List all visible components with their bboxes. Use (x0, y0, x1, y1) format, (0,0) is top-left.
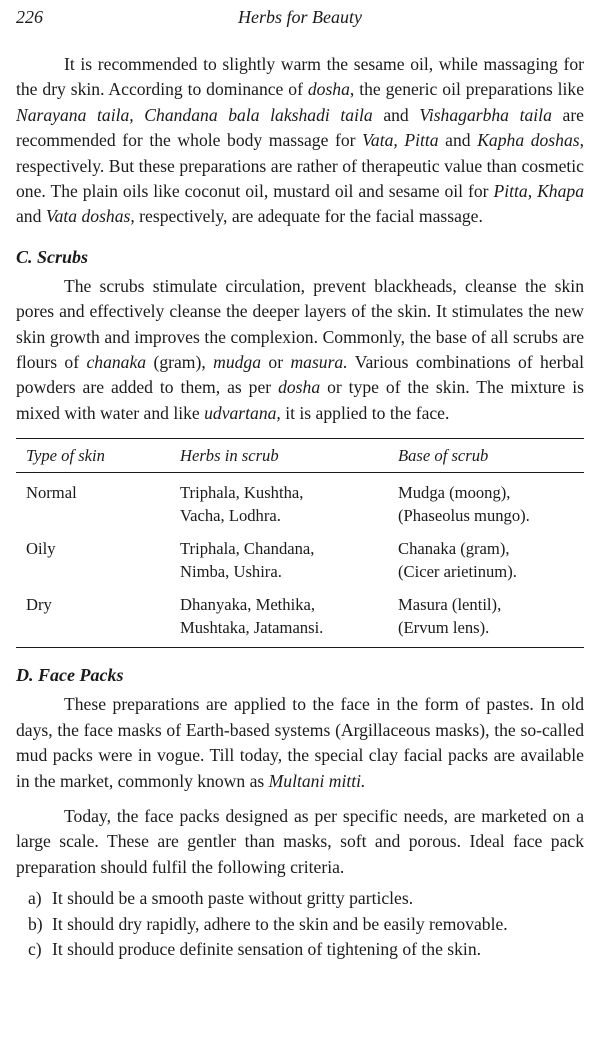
cell-skin-type: Dry (16, 593, 180, 648)
page-number: 226 (16, 7, 43, 27)
table-header-row (16, 439, 584, 473)
section-heading-scrubs: C. Scrubs (16, 246, 89, 267)
column-header-base: Base of scrub (398, 439, 584, 473)
table-row (16, 537, 584, 593)
page-body (16, 52, 584, 962)
scrub-table (16, 438, 584, 648)
list-marker: b) (28, 913, 43, 934)
cell-skin-type: Normal (26, 483, 77, 503)
list-item: a) It should be a smooth paste without gritty particles. (16, 886, 584, 911)
table-row (16, 593, 584, 648)
page-header (16, 7, 584, 33)
list-item: c) It should produce definite sensation of tightening of the skin. (16, 937, 584, 962)
paragraph-scrubs: The scrubs stimulate circulation, prevent blackheads, cleanse the skin pores and effectively cleanse the deeper layers of the skin. It stimulates the new skin growth and improves the complexion. Commonly, the base of all scrubs are flours of chanaka (gram), mudga or masura. Various combinations of herbal powders are added to them, as per dosha or type of the skin. The mixture is mixed with water and like udvartana, it is applied to the face. (16, 275, 584, 423)
column-header-herbs: Herbs in scrub (180, 439, 398, 473)
paragraph-oil-massage: It is recommended to slightly warm the sesame oil, while massaging for the dry skin. According to dominance of dosha, the generic oil preparations like Narayana taila, Chandana bala lakshadi taila and Vishagarbha taila are recommended for the whole body massage for Vata, Pitta and Kapha doshas, respectively. But these preparations are rather of therapeutic value than cosmetic one. The plain oils like coconut oil, mustard oil and sesame oil for Pitta, Khapa and Vata doshas, respectively, are adequate for the facial massage. (16, 54, 584, 227)
cell-herbs: Triphala, Kushtha, Vacha, Lodhra. (180, 483, 304, 526)
cell-herbs: Dhanyaka, Methika, Mushtaka, Jatamansi. (180, 593, 398, 648)
cell-herbs: Triphala, Chandana, Nimba, Ushira. (180, 539, 315, 582)
section-heading-face-packs: D. Face Packs (16, 665, 124, 686)
paragraph-face-packs-intro: These preparations are applied to the face in the form of pastes. In old days, the face masks of Earth-based systems (Argillaceous masks), the so-called mud packs were in vogue. Till today, the special clay facial packs are available in the market, commonly known as Multani mitti. (16, 694, 584, 791)
table-row (16, 473, 584, 538)
list-marker: a) (28, 888, 42, 909)
cell-skin-type: Oily (26, 539, 56, 559)
criteria-list (16, 886, 584, 962)
cell-base: Masura (lentil), (Ervum lens). (398, 593, 584, 648)
cell-base: Chanaka (gram), (Cicer arietinum). (398, 539, 517, 582)
column-header-skin-type: Type of skin (16, 439, 180, 473)
list-marker: c) (28, 938, 42, 959)
running-head: Herbs for Beauty (238, 7, 362, 27)
paragraph-face-packs-criteria: Today, the face packs designed as per specific needs, are marketed on a large scale. These are gentler than masks, soft and porous. Ideal face pack preparation should fulfil the following criteria. (16, 805, 584, 877)
list-item: b) It should dry rapidly, adhere to the skin and be easily removable. (16, 912, 584, 937)
cell-base: Mudga (moong), (Phaseolus mungo). (398, 483, 530, 526)
